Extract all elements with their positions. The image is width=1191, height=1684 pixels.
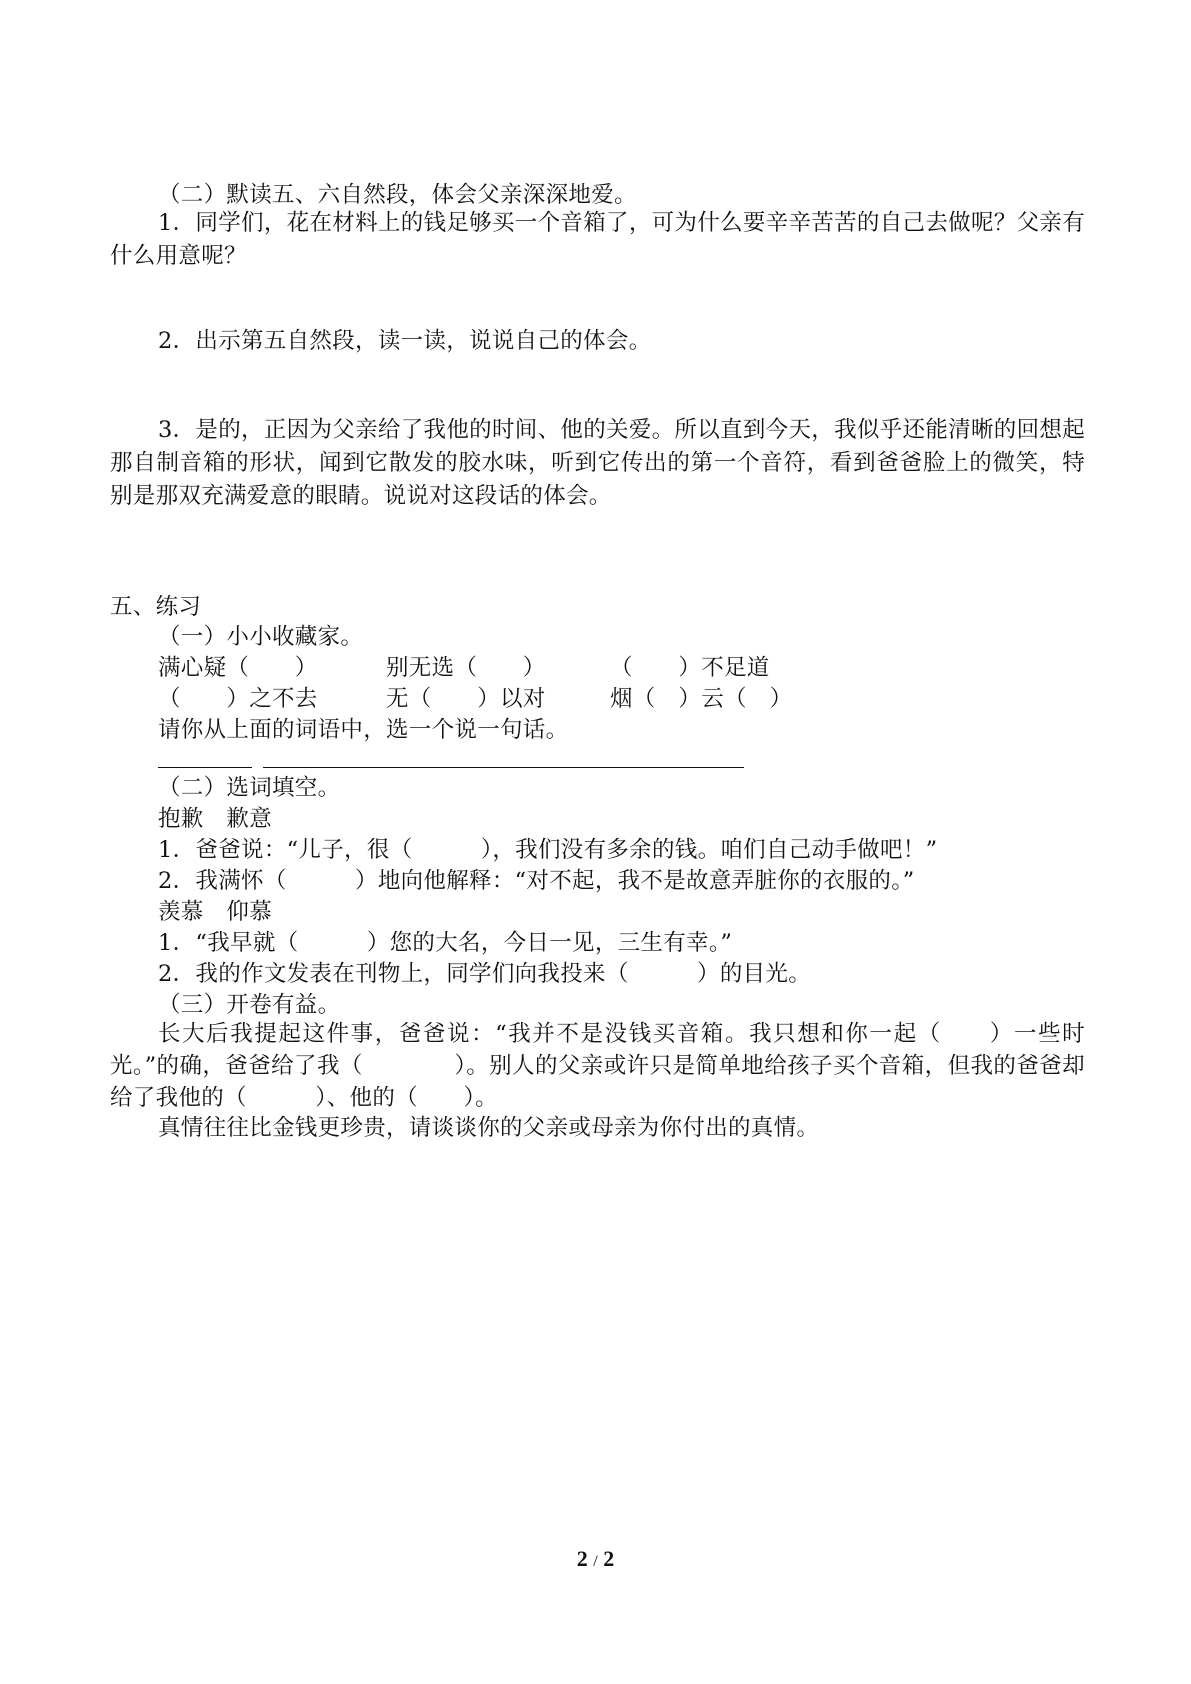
fill-sentence-4: 2．我的作文发表在刊物上，同学们向我投来（ ）的目光。 [158, 961, 812, 987]
word-blank-6: 烟（ ）云（ ） [610, 686, 793, 712]
question-2: 2．出示第五自然段，读一读，说说自己的体会。 [158, 328, 652, 354]
word-pair-1: 抱歉 歉意 [158, 806, 273, 832]
page-number [0, 1545, 1191, 1576]
current-page: 2 [576, 1546, 588, 1571]
closing-question: 真情往往比金钱更珍贵，请谈谈你的父亲或母亲为你付出的真情。 [158, 1115, 820, 1141]
part1-title: （一）小小收藏家。 [158, 624, 364, 650]
word-blank-2: 别无选（ ） [386, 655, 546, 681]
section-sub-title: （二）默读五、六自然段，体会父亲深深地爱。 [158, 182, 637, 208]
word-blank-3: （ ）不足道 [610, 655, 770, 681]
page-separator: / [593, 1553, 598, 1570]
answer-line-short [158, 767, 252, 768]
part3-title: （三）开卷有益。 [158, 992, 341, 1018]
reading-paragraph: 长大后我提起这件事，爸爸说：“我并不是没钱买音箱。我只想和你一起（ ）一些时光。”的确，爸爸给了我（ ）。别人的父亲或许只是简单地给孩子买个音箱，但我的爸爸却给了我他的（ ）、他的（ ）。 [110, 1021, 1085, 1111]
answer-line-long [263, 767, 744, 768]
word-blank-1: 满心疑（ ） [158, 655, 318, 681]
question-3: 3．是的，正因为父亲给了我他的时间、他的关爱。所以直到今天，我似乎还能清晰的回想起那自制音箱的形状，闻到它散发的胶水味，听到它传出的第一个音符，看到爸爸脸上的微笑，特别是那双充满爱意的眼睛。说说对这段话的体会。 [110, 417, 1085, 509]
word-blank-4: （ ）之不去 [158, 686, 318, 712]
fill-sentence-1: 1．爸爸说：“儿子，很（ ），我们没有多余的钱。咱们自己动手做吧！” [158, 837, 938, 863]
total-pages: 2 [603, 1546, 615, 1571]
question-1: 1．同学们，花在材料上的钱足够买一个音箱了，可为什么要辛辛苦苦的自己去做呢？父亲有什么用意呢？ [110, 210, 1085, 269]
section-title: 五、练习 [110, 594, 202, 620]
fill-sentence-3: 1．“我早就（ ）您的大名，今日一见，三生有幸。” [158, 930, 733, 956]
part2-title: （二）选词填空。 [158, 775, 341, 801]
fill-sentence-2: 2．我满怀（ ）地向他解释：“对不起，我不是故意弄脏你的衣服的。” [158, 868, 915, 894]
sentence-prompt: 请你从上面的词语中，选一个说一句话。 [158, 717, 569, 743]
word-blank-5: 无（ ）以对 [386, 686, 546, 712]
word-pair-2: 羡慕 仰慕 [158, 899, 273, 925]
